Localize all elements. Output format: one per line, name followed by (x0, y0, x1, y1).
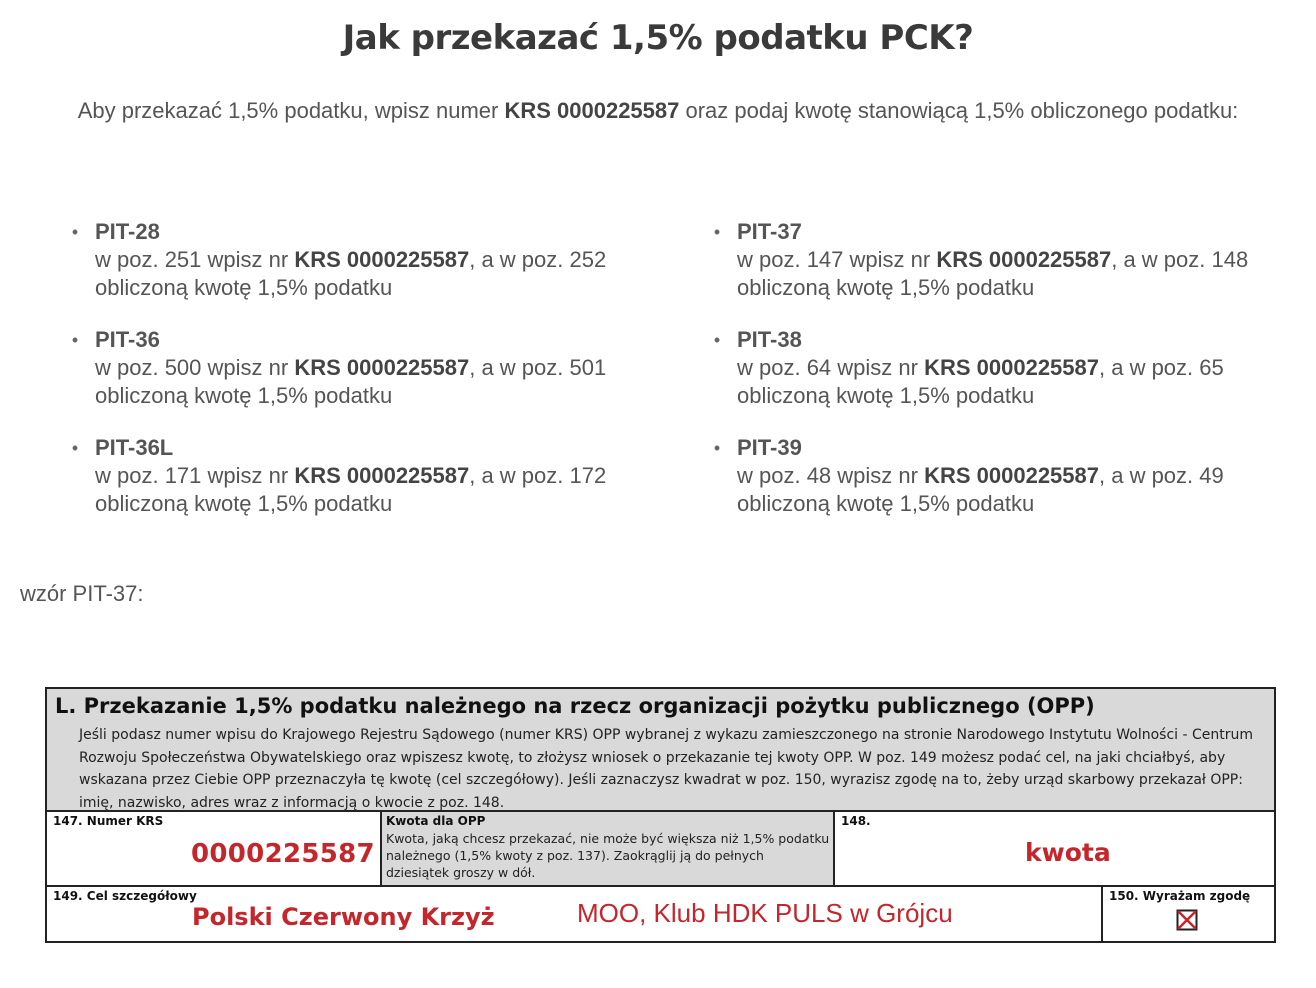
field-148-value: kwota (1025, 838, 1111, 867)
field-kwota-opp-info (382, 812, 835, 885)
field-148-label: 148. (841, 814, 871, 828)
kwota-opp-description: Kwota, jaką chcesz przekazać, nie może być większa niż 1,5% podatku należnego (1,5% kwoty z poz. 137). Zaokrąglij ją do pełnych dziesiątek groszy w dół. (386, 831, 830, 880)
pit-list-left (70, 218, 670, 542)
bullet-icon: • (713, 222, 721, 242)
list-item-pit-36l: • PIT-36L w poz. 171 wpisz nr KRS 0000225587, a w poz. 172 obliczoną kwotę 1,5% podatku (71, 435, 607, 516)
list-item-pit-38: • PIT-38 w poz. 64 wpisz nr KRS 0000225587, a w poz. 65 obliczoną kwotę 1,5% podatku (713, 327, 1224, 408)
bullet-icon: • (71, 330, 79, 350)
field-149-label: 149. Cel szczegółowy (53, 889, 197, 903)
form-section-title: L. Przekazanie 1,5% podatku należnego na rzecz organizacji pożytku publicznego (OPP) (55, 694, 1095, 718)
intro-krs: KRS 0000225587 (504, 98, 680, 123)
pit-37-form-section-l (45, 687, 1276, 943)
list-item-pit-28: • PIT-28 w poz. 251 wpisz nr KRS 0000225587, a w poz. 252 obliczoną kwotę 1,5% podatku (71, 219, 607, 300)
form-section-header (47, 689, 1274, 812)
form-section-description: Jeśli podasz numer wpisu do Krajowego Rejestru Sądowego (numer KRS) OPP wybranej z wykazu zamieszczonego na stronie Narodowego Instytutu Wolności - Centrum Rozwoju Społeczeństwa Obywatelskiego oraz wpiszesz kwotę, to złożysz wniosek o przekazanie tej kwoty OPP. W poz. 149 możesz podać cel, na jaki chciałbyś, aby wskazana przez Ciebie OPP przeznaczyła tę kwotę (cel szczegółowy). Jeśli zaznaczysz kwadrat w poz. 150, wyrazisz zgodę na to, żeby urząd skarbowy przekazał OPP: imię, nazwisko, adres wraz z informacją o kwocie z poz. 148. (79, 727, 1254, 811)
intro-text: Aby przekazać 1,5% podatku, wpisz numer KRS 0000225587 oraz podaj kwotę stanowiącą 1,5% obliczonego podatku: (77, 98, 1239, 123)
list-item-pit-39: • PIT-39 w poz. 48 wpisz nr KRS 0000225587, a w poz. 49 obliczoną kwotę 1,5% podatku (713, 435, 1224, 516)
page-title: Jak przekazać 1,5% podatku PCK? (342, 18, 974, 58)
field-150-zgoda (1103, 887, 1274, 941)
bullet-icon: • (71, 222, 79, 242)
wzor-label: wzór PIT-37: (20, 581, 144, 606)
pit-list-right (712, 218, 1312, 542)
list-item-pit-36: • PIT-36 w poz. 500 wpisz nr KRS 0000225587, a w poz. 501 obliczoną kwotę 1,5% podatku (71, 327, 607, 408)
field-147-krs (47, 812, 382, 885)
field-148-kwota (835, 812, 1274, 885)
list-item-pit-37: • PIT-37 w poz. 147 wpisz nr KRS 0000225587, a w poz. 148 obliczoną kwotę 1,5% podatku (713, 219, 1249, 300)
bullet-icon: • (713, 330, 721, 350)
field-147-value: 0000225587 (191, 839, 375, 869)
field-150-label: 150. Wyrażam zgodę (1109, 889, 1251, 903)
kwota-opp-label: Kwota dla OPP (386, 814, 486, 828)
field-147-label: 147. Numer KRS (53, 814, 164, 828)
field-149-extra: MOO, Klub HDK PULS w Grójcu (577, 898, 953, 928)
checked-box-icon (1176, 909, 1198, 931)
bullet-icon: • (713, 438, 721, 458)
field-149-value: Polski Czerwony Krzyż (192, 903, 495, 931)
field-149-cel (47, 887, 1103, 941)
bullet-icon: • (71, 438, 79, 458)
